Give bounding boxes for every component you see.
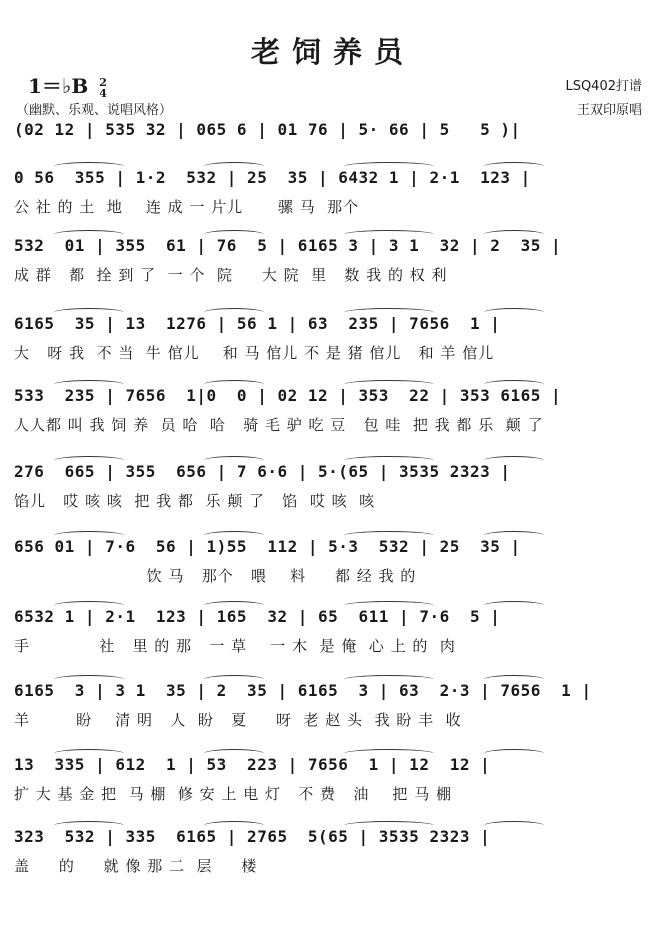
slur-mark [484,308,544,317]
slur-mark [204,531,264,540]
singer-credit: 王双印原唱 [576,103,642,118]
notation-line: 6165 3 | 3 1 35 | 2 35 | 6165 3 | 63 2·3 | 7656 1 | [14,681,592,700]
score-system [14,168,654,220]
time-bottom: 4 [99,86,107,100]
slur-mark [484,531,544,540]
notation-line: 532 01 | 355 61 | 76 5 | 6165 3 | 3 1 32 | 2 35 | [14,236,562,255]
notation-line: 0 56 355 | 1·2 532 | 25 35 | 6432 1 | 2·1 123 | [14,168,531,187]
score-system [14,386,654,438]
slur-mark [484,230,544,239]
slur-mark [54,675,124,684]
slur-mark [344,308,434,317]
score-system [14,314,654,366]
slur-mark [54,308,124,317]
lyrics-line: 人人都 叫 我 饲 养 员 哈 哈 骑 毛 驴 吃 豆 包 哇 把 我 都 乐 颠 了 [14,416,544,434]
score-system [14,462,654,514]
slur-mark [484,456,544,465]
notation-line: (02 12 | 535 32 | 065 6 | 01 76 | 5· 66 | 5 5 )| [14,120,521,139]
slur-mark [484,749,544,758]
slur-mark [204,821,264,830]
slur-mark [344,821,434,830]
time-top: 2 [99,75,107,89]
slur-mark [204,749,264,758]
slur-mark [54,456,124,465]
slur-mark [484,380,544,389]
slur-mark [54,380,124,389]
slur-mark [484,601,544,610]
slur-mark [344,162,434,171]
page-title: 老饲养员 [250,35,415,69]
slur-mark [204,675,264,684]
notation-line: 6165 35 | 13 1276 | 56 1 | 63 235 | 7656 1 | [14,314,501,333]
slur-mark [204,601,264,610]
slur-mark [344,456,434,465]
key-label: 1＝♭B [28,74,89,98]
slur-mark [204,162,264,171]
notation-line: 13 335 | 612 1 | 53 223 | 7656 1 | 12 12 | [14,755,491,774]
slur-mark [484,162,544,171]
score-system [14,827,654,879]
lyrics-line: 扩 大 基 金 把 马 棚 修 安 上 电 灯 不 费 油 把 马 棚 [14,785,452,803]
slur-mark [204,308,264,317]
transcriber-credit: LSQ402打谱 [565,79,642,94]
lyrics-line: 盖 的 就 像 那 二 层 楼 [14,857,258,875]
slur-mark [344,601,434,610]
time-signature [99,77,107,99]
key-signature [28,70,107,99]
slur-mark [344,675,434,684]
score-system [14,681,654,733]
slur-mark [204,230,264,239]
slur-mark [204,380,264,389]
slur-mark [344,230,434,239]
score-system [14,537,654,589]
slur-mark [204,456,264,465]
score-system [14,607,654,659]
slur-mark [54,601,124,610]
lyrics-line: 成 群 都 拴 到 了 一 个 院 大 院 里 数 我 的 权 利 [14,266,448,284]
slur-mark [484,821,544,830]
slur-mark [484,675,544,684]
notation-line: 6532 1 | 2·1 123 | 165 32 | 65 611 | 7·6 5 | [14,607,501,626]
slur-mark [54,531,124,540]
notation-line: 656 01 | 7·6 56 | 1)55 112 | 5·3 532 | 25 35 | [14,537,521,556]
slur-mark [344,380,434,389]
notation-line: 323 532 | 335 6165 | 2765 5(65 | 3535 2323 | [14,827,491,846]
lyrics-line: 公 社 的 土 地 连 成 一 片儿 骡 马 那个 [14,198,360,216]
lyrics-line: 馅儿 哎 咳 咳 把 我 都 乐 颠 了 馅 哎 咳 咳 [14,492,376,510]
slur-mark [344,749,434,758]
slur-mark [54,821,124,830]
slur-mark [54,162,124,171]
slur-mark [54,749,124,758]
score-system [14,755,654,807]
lyrics-line: 羊 盼 清 明 人 盼 夏 呀 老 赵 头 我 盼 丰 收 [14,711,462,729]
lyrics-line: 大 呀 我 不 当 牛 倌儿 和 马 倌儿 不 是 猪 倌儿 和 羊 倌儿 [14,344,495,362]
notation-line: 533 235 | 7656 1|0 0 | 02 12 | 353 22 | 353 6165 | [14,386,562,405]
style-note: （幽默、乐观、说唱风格） [16,103,173,118]
notation-line: 276 665 | 355 656 | 7 6·6 | 5·(65 | 3535 2323 | [14,462,511,481]
slur-mark [54,230,124,239]
lyrics-line: 手 社 里 的 那 一 草 一 木 是 俺 心 上 的 肉 [14,637,456,655]
lyrics-line: 饮 马 那个 喂 料 都 经 我 的 [14,567,417,585]
score-system [14,236,654,288]
slur-mark [344,531,434,540]
